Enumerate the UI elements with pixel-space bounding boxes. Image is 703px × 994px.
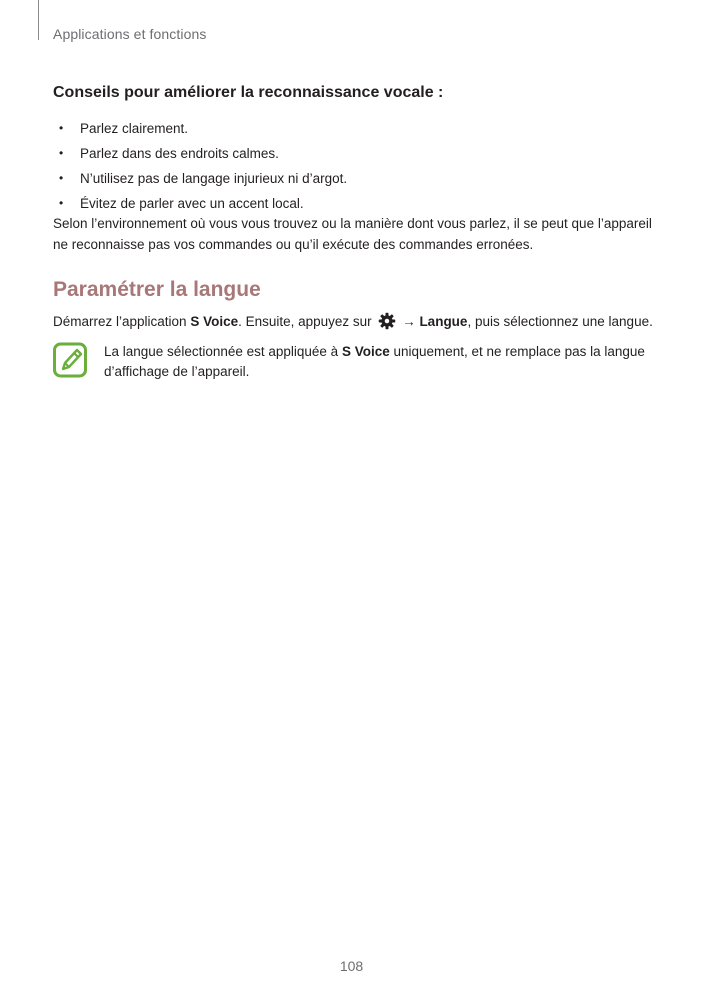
menu-item-langue: Langue [419, 314, 468, 329]
note-text-1: La langue sélectionnée est appliquée à [104, 344, 342, 359]
instruction-paragraph [53, 312, 653, 332]
tips-list [53, 116, 347, 216]
instruction-text-1: Démarrez l’application [53, 314, 191, 329]
running-header: Applications et fonctions [53, 26, 207, 42]
list-item [53, 141, 347, 166]
app-name: S Voice [190, 314, 239, 329]
note-text [104, 342, 649, 382]
page-number: 108 [339, 958, 364, 974]
list-item [53, 166, 347, 191]
page-corner-rule [38, 0, 39, 40]
bullet-glyph: • [59, 121, 64, 135]
note-pencil-icon [53, 342, 87, 378]
tip-text: N’utilisez pas de langage injurieux ni d’argot. [80, 171, 348, 186]
tip-text: Parlez clairement. [80, 121, 189, 136]
tip-text: Évitez de parler avec un accent local. [80, 196, 304, 211]
gear-icon [378, 312, 396, 330]
note-app-name: S Voice [341, 344, 390, 359]
bullet-glyph: • [59, 171, 64, 185]
arrow-text: → [398, 314, 420, 329]
tip-text: Parlez dans des endroits calmes. [80, 146, 279, 161]
section-title: Paramétrer la langue [53, 278, 261, 301]
list-item [53, 116, 347, 141]
bullet-glyph: • [59, 146, 64, 160]
tips-heading: Conseils pour améliorer la reconnaissance vocale : [53, 84, 444, 101]
note-text-2: uniquement, et ne remplace pas la langue d’affichage de l’appareil. [104, 344, 645, 379]
bullet-glyph: • [59, 196, 64, 210]
instruction-text-2: . Ensuite, appuyez sur [238, 314, 376, 329]
recognition-note-paragraph: Selon l’environnement où vous vous trouvez ou la manière dont vous parlez, il se peut que l’appareil ne reconnaisse pas vos commandes ou qu’il exécute des commandes erronées. [53, 216, 652, 252]
instruction-text-3: , puis sélectionnez une langue. [467, 314, 653, 329]
